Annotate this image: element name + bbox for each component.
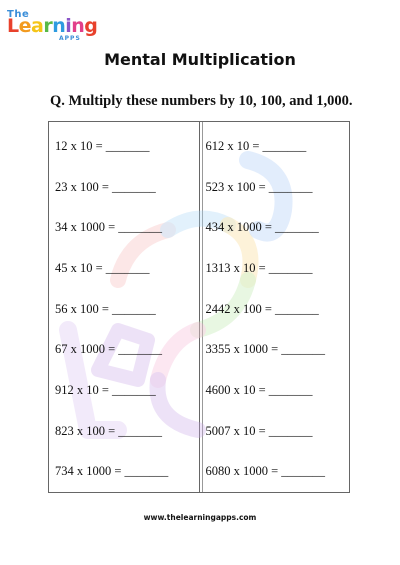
logo-letter: e <box>18 15 31 37</box>
problem-item: 823 x 100 = _______ <box>55 423 163 438</box>
problem-item: 34 x 1000 = _______ <box>55 220 163 235</box>
problem-item: 912 x 10 = _______ <box>55 382 156 397</box>
problem-item: 56 x 100 = _______ <box>55 301 156 316</box>
problem-item: 523 x 100 = _______ <box>205 179 313 194</box>
problem-item: 67 x 1000 = _______ <box>55 342 163 357</box>
brand-logo <box>7 9 98 42</box>
problems-table <box>48 121 350 493</box>
problems-column-left <box>49 122 200 492</box>
logo-letter: L <box>7 15 19 37</box>
problem-item: 2442 x 100 = _______ <box>205 301 319 316</box>
problem-item: 23 x 100 = _______ <box>55 179 156 194</box>
logo-wordmark <box>7 17 97 36</box>
logo-apps-text: APPS <box>59 35 81 42</box>
logo-letter: a <box>31 15 44 37</box>
problem-item: 12 x 10 = _______ <box>55 138 150 153</box>
problem-item: 4600 x 10 = _______ <box>205 382 313 397</box>
problem-item: 3355 x 1000 = _______ <box>205 342 326 357</box>
worksheet-title: Mental Multiplication <box>104 50 296 69</box>
problem-item: 734 x 1000 = _______ <box>55 464 169 479</box>
problem-item: 5007 x 10 = _______ <box>205 423 313 438</box>
logo-letter: r <box>43 15 53 37</box>
problem-item: 6080 x 1000 = _______ <box>205 464 326 479</box>
logo-letter: n <box>52 15 66 37</box>
problems-column-right <box>200 122 350 492</box>
problem-item: 612 x 10 = _______ <box>205 138 307 153</box>
logo-letter: i <box>65 15 72 37</box>
problem-item: 434 x 1000 = _______ <box>205 220 319 235</box>
problem-item: 45 x 10 = _______ <box>55 260 150 275</box>
logo-the-text: The <box>7 9 30 20</box>
logo-letter: g <box>84 15 98 37</box>
footer-url: www.thelearningapps.com <box>143 513 257 522</box>
problem-item: 1313 x 10 = _______ <box>205 260 313 275</box>
logo-letter: n <box>71 15 85 37</box>
question-text: Q. Multiply these numbers by 10, 100, and 1,000. <box>50 93 353 109</box>
